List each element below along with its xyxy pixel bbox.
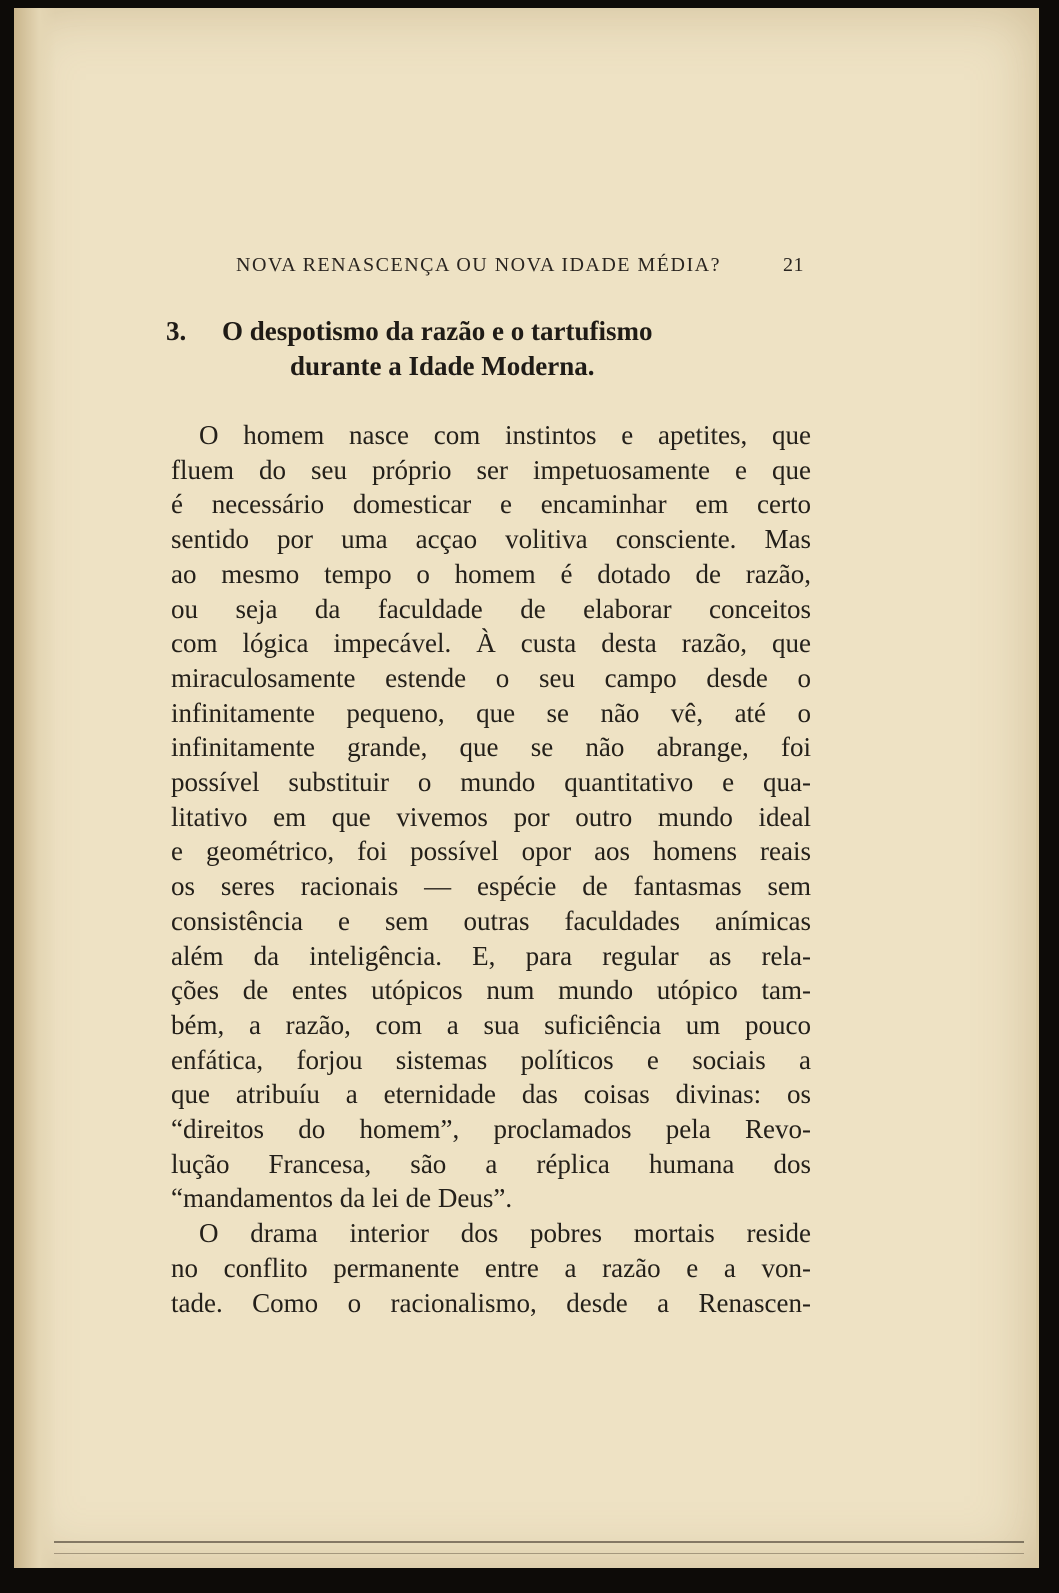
page-number: 21 (783, 254, 804, 276)
heading-line-1 (166, 314, 806, 349)
text-line: é necessário domesticar e encaminhar em certo (171, 489, 811, 520)
text-line: fluem do seu próprio ser impetuosamente e que (171, 454, 811, 485)
text-line: bém, a razão, com a sua suficiência um pouco (171, 1009, 811, 1040)
text-line: enfática, forjou sistemas políticos e sociais a (171, 1044, 811, 1075)
section-heading (166, 314, 806, 384)
running-header (236, 254, 804, 277)
text-line: infinitamente grande, que se não abrange, foi (171, 732, 811, 763)
text-line: com lógica impecável. À custa desta razão, que (171, 628, 811, 659)
text-line: ao mesmo tempo o homem é dotado de razão, (171, 558, 811, 589)
text-line: e geométrico, foi possível opor aos homens reais (171, 836, 811, 867)
text-line: miraculosamente estende o seu campo desde o (171, 662, 811, 693)
text-line: litativo em que vivemos por outro mundo ideal (171, 801, 811, 832)
text-line: lução Francesa, são a réplica humana dos (171, 1148, 811, 1179)
text-line: que atribuíu a eternidade das coisas divinas: os (171, 1079, 811, 1110)
text-line: infinitamente pequeno, que se não vê, até o (171, 697, 811, 728)
text-line: os seres racionais — espécie de fantasmas sem (171, 871, 811, 902)
text-line: “mandamentos da lei de Deus”. (171, 1183, 513, 1214)
text-line: O homem nasce com instintos e apetites, que (199, 420, 811, 450)
text-line: tade. Como o racionalismo, desde a Renascen- (171, 1287, 811, 1318)
text-line: ou seja da faculdade de elaborar conceitos (171, 593, 811, 624)
section-title-line-1: O despotismo da razão e o tartufismo (222, 316, 653, 346)
book-page (14, 8, 1039, 1568)
page-gutter (14, 8, 56, 1568)
body-text (171, 418, 811, 1320)
text-line: além da inteligência. E, para regular as rela- (171, 940, 811, 971)
text-line: consistência e sem outras faculdades anímicas (171, 905, 811, 936)
text-line: possível substituir o mundo quantitativo e qua- (171, 767, 811, 798)
text-line: ções de entes utópicos num mundo utópico tam- (171, 975, 811, 1006)
text-line: “direitos do homem”, proclamados pela Revo- (171, 1114, 811, 1145)
section-number: 3. (166, 316, 187, 346)
page-bottom-edge (54, 1541, 1024, 1554)
text-line: no conflito permanente entre a razão e a von- (171, 1252, 811, 1283)
running-title: NOVA RENASCENÇA OU NOVA IDADE MÉDIA? (236, 254, 721, 276)
text-line: O drama interior dos pobres mortais reside (199, 1218, 811, 1249)
section-title-line-2: durante a Idade Moderna. (290, 351, 595, 381)
text-line: sentido por uma acçao volitiva consciente. Mas (171, 524, 811, 555)
